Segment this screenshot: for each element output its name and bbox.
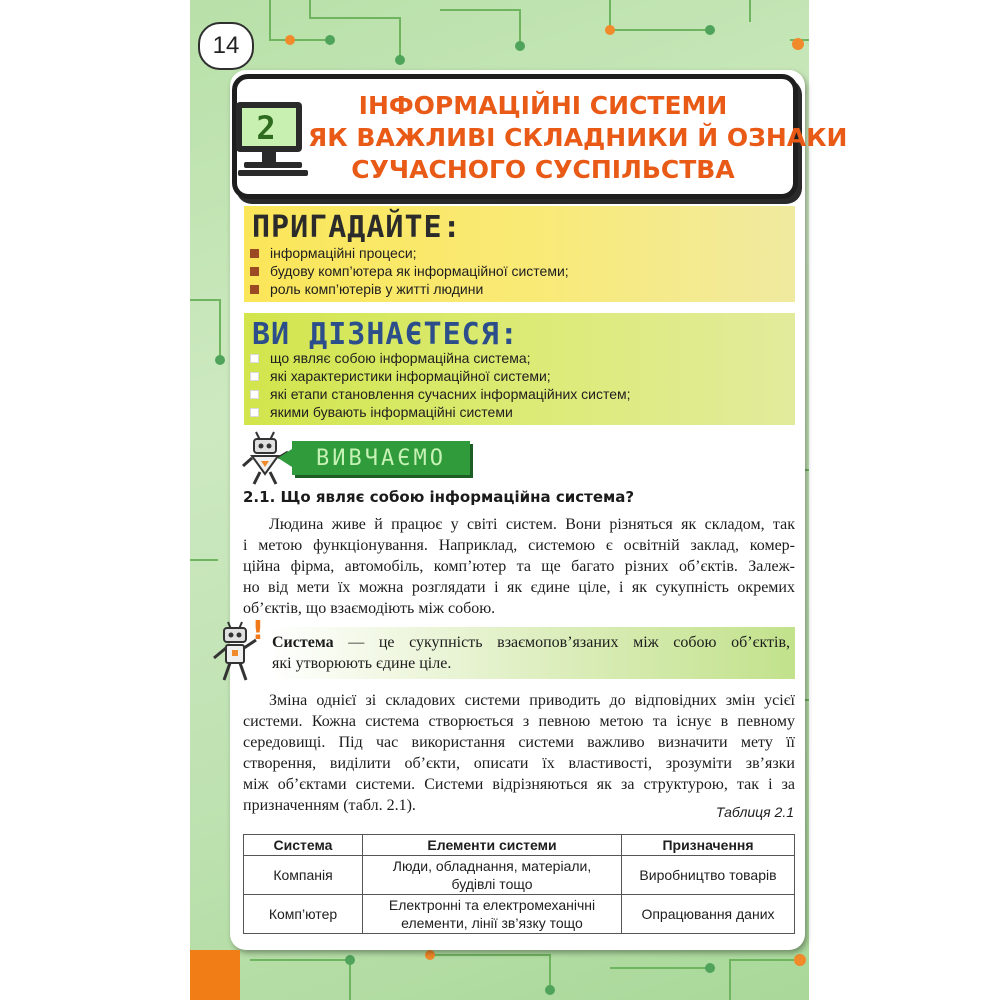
definition-text [272, 632, 790, 674]
banner-arrow-icon [276, 449, 292, 467]
chapter-number: 2 [256, 109, 276, 147]
table-caption: Таблиця 2.1 [715, 804, 794, 820]
remember-heading: ПРИГАДАЙТЕ: [252, 210, 462, 245]
list-item: що являє собою інформаційна система; [250, 349, 631, 367]
table-header: Елементи системи [363, 835, 622, 856]
exclamation-icon: ! [252, 616, 264, 646]
list-item: які етапи становлення сучасних інформаційних систем; [250, 385, 631, 403]
text-line: призначенням (табл. 2.1). [243, 797, 416, 814]
paragraph-systems [243, 690, 795, 816]
learn-heading: ВИ ДІЗНАЄТЕСЯ: [252, 317, 519, 352]
table-cell: Компанія [244, 856, 363, 895]
learn-list [250, 349, 631, 421]
table-cell: Опрацювання даних [622, 895, 795, 934]
chapter-title [308, 90, 848, 186]
table-row [244, 895, 795, 934]
study-banner [292, 441, 470, 475]
bullet-square-icon [250, 408, 259, 417]
remember-box [244, 206, 795, 302]
bullet-square-icon [250, 354, 259, 363]
page-number: 14 [198, 22, 254, 70]
table-header: Система [244, 835, 363, 856]
bullet-square-icon [250, 267, 259, 276]
remember-list [250, 244, 569, 298]
list-item: роль комп’ютерів у житті людини [250, 280, 569, 298]
list-item: які характеристики інформаційної системи; [250, 367, 631, 385]
text-line: між об’єктами системи. Системи відрізняються як за структурою, так і за [243, 776, 795, 793]
bullet-square-icon [250, 390, 259, 399]
text-line: системи. Кожна система створюється з певною метою та існує в певному [243, 713, 795, 730]
text-line: і метою функціонування. Наприклад, системою є освітній заклад, комер- [243, 537, 795, 554]
table-cell: Виробництво товарів [622, 856, 795, 895]
chapter-title-line: ІНФОРМАЦІЙНІ СИСТЕМИ [358, 91, 728, 120]
text-line: середовищі. Під час використання системи важливо визначити мету її [243, 734, 795, 751]
chapter-title-line: ЯК ВАЖЛИВІ СКЛАДНИКИ Й ОЗНАКИ [308, 123, 848, 152]
definition-line: які утворюють єдине ціле. [272, 655, 452, 672]
text-line: но від мети їх можна розглядати і як єдине ціле, і як сукупність окремих [243, 579, 795, 596]
learn-box [244, 313, 795, 425]
text-line: об’єктів, що взаємодіють між собою. [243, 600, 496, 617]
text-line: ційна фірма, автомобіль, комп’ютер та ще багато різних об’єктів. Залеж- [243, 558, 795, 575]
table-row [244, 856, 795, 895]
corner-accent [190, 950, 240, 1000]
list-item: інформаційні процеси; [250, 244, 569, 262]
chapter-title-line: СУЧАСНОГО СУСПІЛЬСТВА [351, 155, 735, 184]
table-header: Призначення [622, 835, 795, 856]
text-line: створення, виділити об’єкти, описати їх властивості, зрозуміти зв’язки [243, 755, 795, 772]
definition-term: Система [272, 634, 334, 651]
text-line: Людина живе й працює у світі систем. Вони різняться як складом, так [269, 516, 795, 533]
table-cell: Комп’ютер [244, 895, 363, 934]
systems-table [243, 834, 795, 934]
study-banner-label: ВИВЧАЄМО [316, 445, 446, 471]
bullet-square-icon [250, 285, 259, 294]
paragraph-intro [243, 514, 795, 619]
list-item: будову комп’ютера як інформаційної системи; [250, 262, 569, 280]
bullet-square-icon [250, 372, 259, 381]
definition-line: — це сукупність взаємопов’язаних між собою об’єктів, [333, 634, 790, 651]
bullet-square-icon [250, 249, 259, 258]
table-cell: Електронні та електромеханічні елементи, лінії зв’язку тощо [363, 895, 622, 934]
list-item: якими бувають інформаційні системи [250, 403, 631, 421]
text-line: Зміна однієї зі складових системи приводить до відповідних змін усієї [269, 692, 795, 709]
section-title: 2.1. Що являє собою інформаційна система? [243, 488, 635, 506]
table-cell: Люди, обладнання, матеріали, будівлі тощо [363, 856, 622, 895]
table-header-row [244, 835, 795, 856]
